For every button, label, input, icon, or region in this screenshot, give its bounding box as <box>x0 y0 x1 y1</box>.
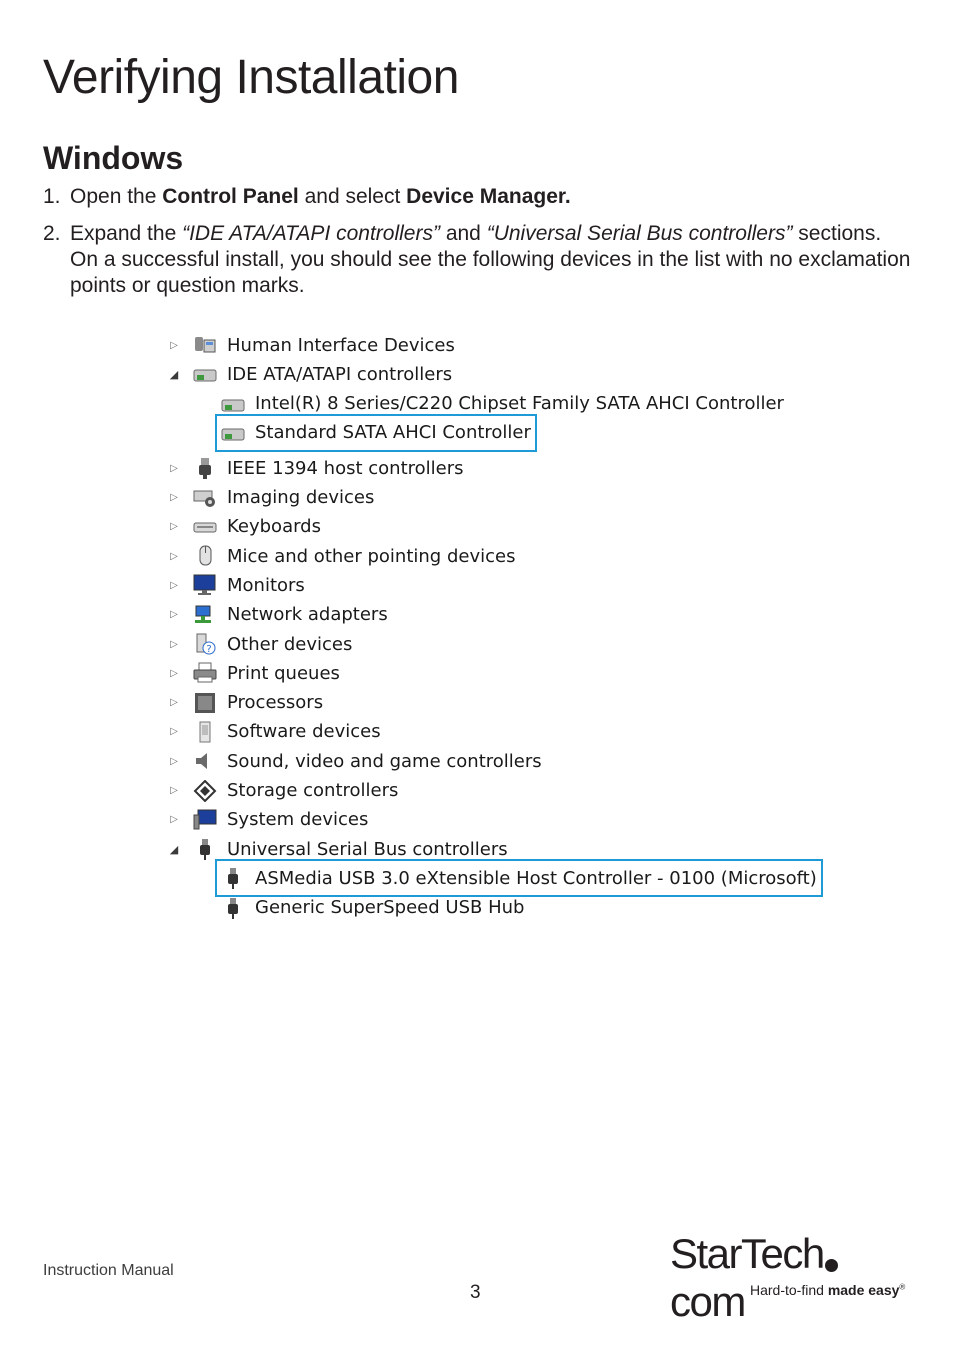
startech-logo <box>670 1230 910 1325</box>
unknown-device-icon <box>193 633 217 655</box>
device-category-label: Mice and other pointing devices <box>227 545 516 567</box>
expand-arrow-icon[interactable]: ▷ <box>170 579 178 591</box>
device-category[interactable] <box>165 631 352 657</box>
device-category-label: System devices <box>227 809 369 831</box>
monitor-icon <box>193 574 217 596</box>
device-category-label: Processors <box>227 692 324 714</box>
section-heading: Windows <box>43 140 184 176</box>
expand-arrow-icon[interactable]: ▷ <box>170 638 178 650</box>
camera-icon <box>193 487 217 509</box>
network-icon <box>193 604 217 626</box>
device-category-label: Sound, video and game controllers <box>227 750 542 772</box>
processor-icon <box>193 692 217 714</box>
expand-arrow-icon[interactable]: ▷ <box>170 785 178 796</box>
logo-tagline: Hard-to-find made easy® <box>750 1282 906 1298</box>
device-category[interactable] <box>165 332 455 358</box>
expand-arrow-icon[interactable]: ▷ <box>170 492 178 503</box>
device-item-label: ASMedia USB 3.0 eXtensible Host Controller - 0100 (Microsoft) <box>255 867 817 889</box>
ieee1394-icon <box>193 457 217 479</box>
expand-arrow-icon[interactable]: ▷ <box>170 550 178 562</box>
step-text: Expand the “IDE ATA/ATAPI controllers” and “Universal Serial Bus controllers” sections. On a successful install, you should see the following devices in the list with no exclamation points or question marks. <box>70 222 911 297</box>
usb-device-icon <box>221 897 245 919</box>
expand-arrow-icon[interactable]: ▷ <box>170 339 178 351</box>
collapse-arrow-icon[interactable]: ◢ <box>169 367 179 381</box>
keyboard-icon <box>193 516 217 538</box>
device-category[interactable] <box>165 690 323 716</box>
expand-arrow-icon[interactable]: ▷ <box>170 726 178 738</box>
expand-arrow-icon[interactable]: ▷ <box>170 667 178 679</box>
svg-text:?: ? <box>206 644 212 655</box>
device-category-label: Keyboards <box>227 516 321 538</box>
device-category[interactable] <box>165 660 340 686</box>
device-category-label: Network adapters <box>227 604 388 626</box>
expand-arrow-icon[interactable]: ▷ <box>170 609 178 621</box>
device-item[interactable] <box>221 391 784 417</box>
expand-arrow-icon[interactable]: ▷ <box>170 521 178 533</box>
step-item <box>43 221 913 299</box>
expand-arrow-icon[interactable]: ▷ <box>170 755 178 767</box>
device-item-label: Generic SuperSpeed USB Hub <box>255 897 525 919</box>
device-category-label: Other devices <box>227 633 353 655</box>
ide-controller-icon <box>193 363 217 385</box>
device-category-label: Software devices <box>227 721 381 743</box>
logo-wordmark: StarTechcom <box>670 1230 910 1326</box>
device-item[interactable] <box>221 895 524 921</box>
device-category-label: IEEE 1394 host controllers <box>227 457 464 479</box>
device-category[interactable] <box>165 543 515 569</box>
steps-list <box>43 184 913 310</box>
software-device-icon <box>193 721 217 743</box>
device-manager-tree <box>165 330 817 930</box>
device-item-label: Intel(R) 8 Series/C220 Chipset Family SATA AHCI Controller <box>255 393 784 415</box>
device-category[interactable] <box>165 719 381 745</box>
ide-controller-icon <box>221 393 245 415</box>
device-category-label: Print queues <box>227 662 340 684</box>
expand-arrow-icon[interactable]: ▷ <box>170 697 178 709</box>
storage-icon <box>193 780 217 802</box>
step-item <box>43 184 913 210</box>
speaker-icon <box>193 750 217 772</box>
step-text: Open the Control Panel and select Device Manager. <box>70 185 571 208</box>
expand-arrow-icon[interactable]: ▷ <box>170 814 178 826</box>
device-category-label: Imaging devices <box>227 487 375 508</box>
usb-icon <box>193 838 217 860</box>
device-category[interactable] <box>165 836 508 862</box>
mouse-icon <box>193 545 217 567</box>
device-category-label: Monitors <box>227 574 305 596</box>
step-number: 1. <box>43 185 61 208</box>
device-item-label: Standard SATA AHCI Controller <box>255 422 531 444</box>
printer-icon <box>193 662 217 684</box>
system-icon <box>193 809 217 831</box>
device-category-label: Human Interface Devices <box>227 334 455 356</box>
device-category[interactable] <box>165 485 374 511</box>
device-category[interactable] <box>165 748 542 774</box>
device-category-label: Universal Serial Bus controllers <box>227 838 508 860</box>
expand-arrow-icon[interactable]: ▷ <box>170 462 178 474</box>
step-number: 2. <box>43 222 61 245</box>
device-category[interactable] <box>165 778 398 804</box>
device-category-label: Storage controllers <box>227 780 399 801</box>
page-title: Verifying Installation <box>43 51 459 104</box>
device-category[interactable] <box>165 807 368 833</box>
hid-icon <box>193 334 217 356</box>
device-category-label: IDE ATA/ATAPI controllers <box>227 363 453 385</box>
device-category[interactable] <box>165 361 452 387</box>
device-category[interactable] <box>165 455 464 481</box>
footer-label: Instruction Manual <box>43 1262 174 1279</box>
page-number: 3 <box>470 1282 481 1303</box>
highlight-box <box>215 414 537 452</box>
highlight-box <box>215 859 823 897</box>
device-category[interactable] <box>165 602 388 628</box>
device-category[interactable] <box>165 572 305 598</box>
collapse-arrow-icon[interactable]: ◢ <box>169 842 179 856</box>
device-category[interactable] <box>165 514 321 540</box>
